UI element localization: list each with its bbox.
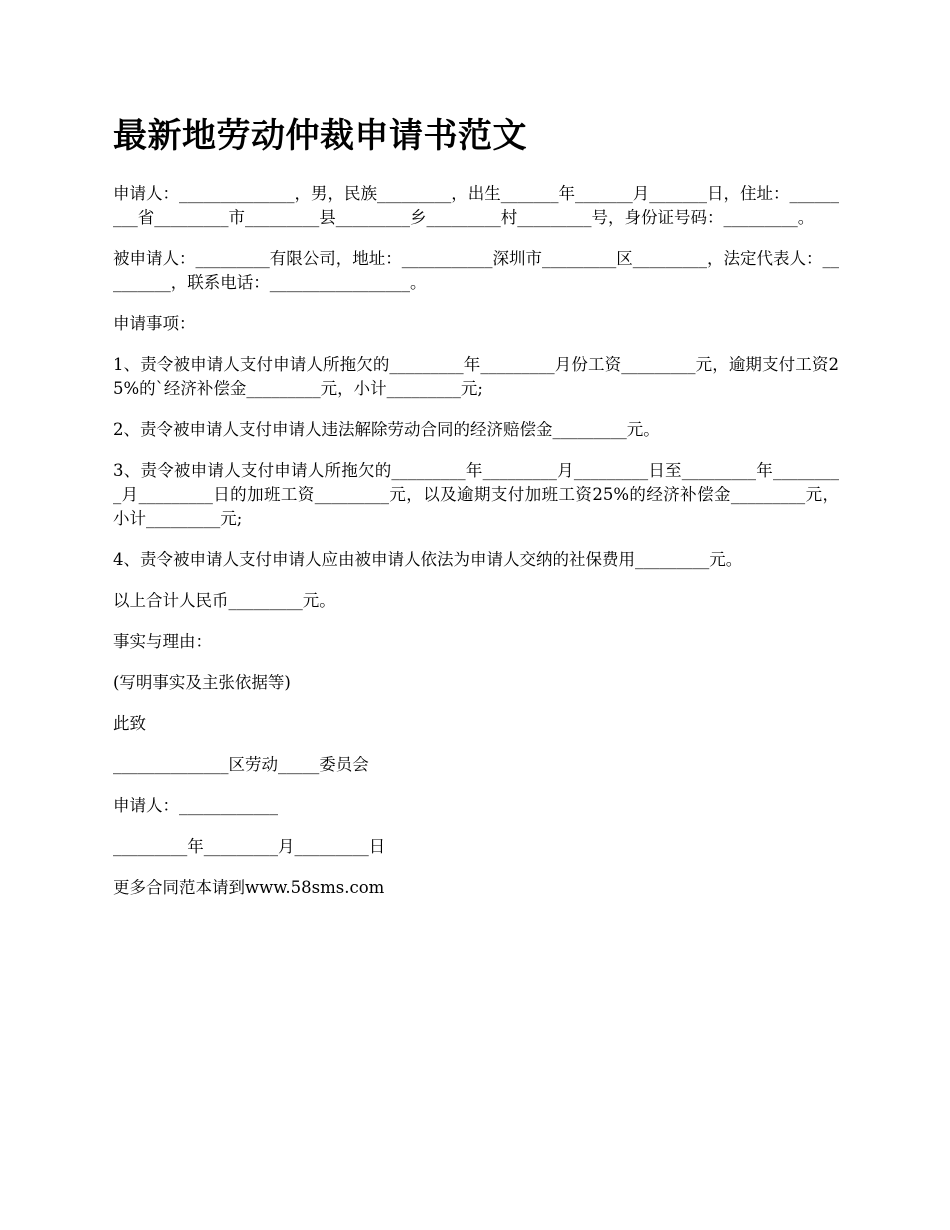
facts-heading: 事实与理由： [113, 632, 212, 651]
respondent-info: 被申请人：_________有限公司，地址：___________深圳市_________区_________，法定代表人：_________，联系电话：_________________。 [113, 249, 839, 292]
document-title: 最新地劳动仲裁申请书范文 [113, 116, 527, 156]
recipient-committee: ______________区劳动_____委员会 [113, 755, 369, 774]
total-amount: 以上合计人民币_________元。 [113, 591, 336, 610]
footer-note: 更多合同范本请到www.58sms.com [113, 878, 385, 897]
date-line: _________年_________月_________日 [113, 837, 386, 856]
document-page [113, 112, 839, 917]
request-item-4: 4、责令被申请人支付申请人应由被申请人依法为申请人交纳的社保费用_________元。 [113, 550, 743, 569]
request-item-1: 1、责令被申请人支付申请人所拖欠的_________年_________月份工资_________元，逾期支付工资25%的`经济补偿金_________元，小计_________元; [113, 355, 839, 398]
applicant-info: 申请人：______________，男，民族_________，出生_______年_______月_______日，住址：_________省_________市_________县_________乡_________村_________号，身份证号码：_________。 [113, 184, 839, 227]
request-item-2: 2、责令被申请人支付申请人违法解除劳动合同的经济赔偿金_________元。 [113, 420, 660, 439]
facts-placeholder: (写明事实及主张依据等) [113, 673, 291, 692]
request-items-heading: 申请事项： [113, 314, 196, 333]
salutation: 此致 [113, 714, 146, 733]
signature-line: 申请人：____________ [113, 796, 278, 815]
request-item-3: 3、责令被申请人支付申请人所拖欠的_________年_________月_________日至_________年_________月_________日的加班工资_________元，以及逾期支付加班工资25%的经济补偿金_________元，小计_________元; [113, 461, 839, 528]
